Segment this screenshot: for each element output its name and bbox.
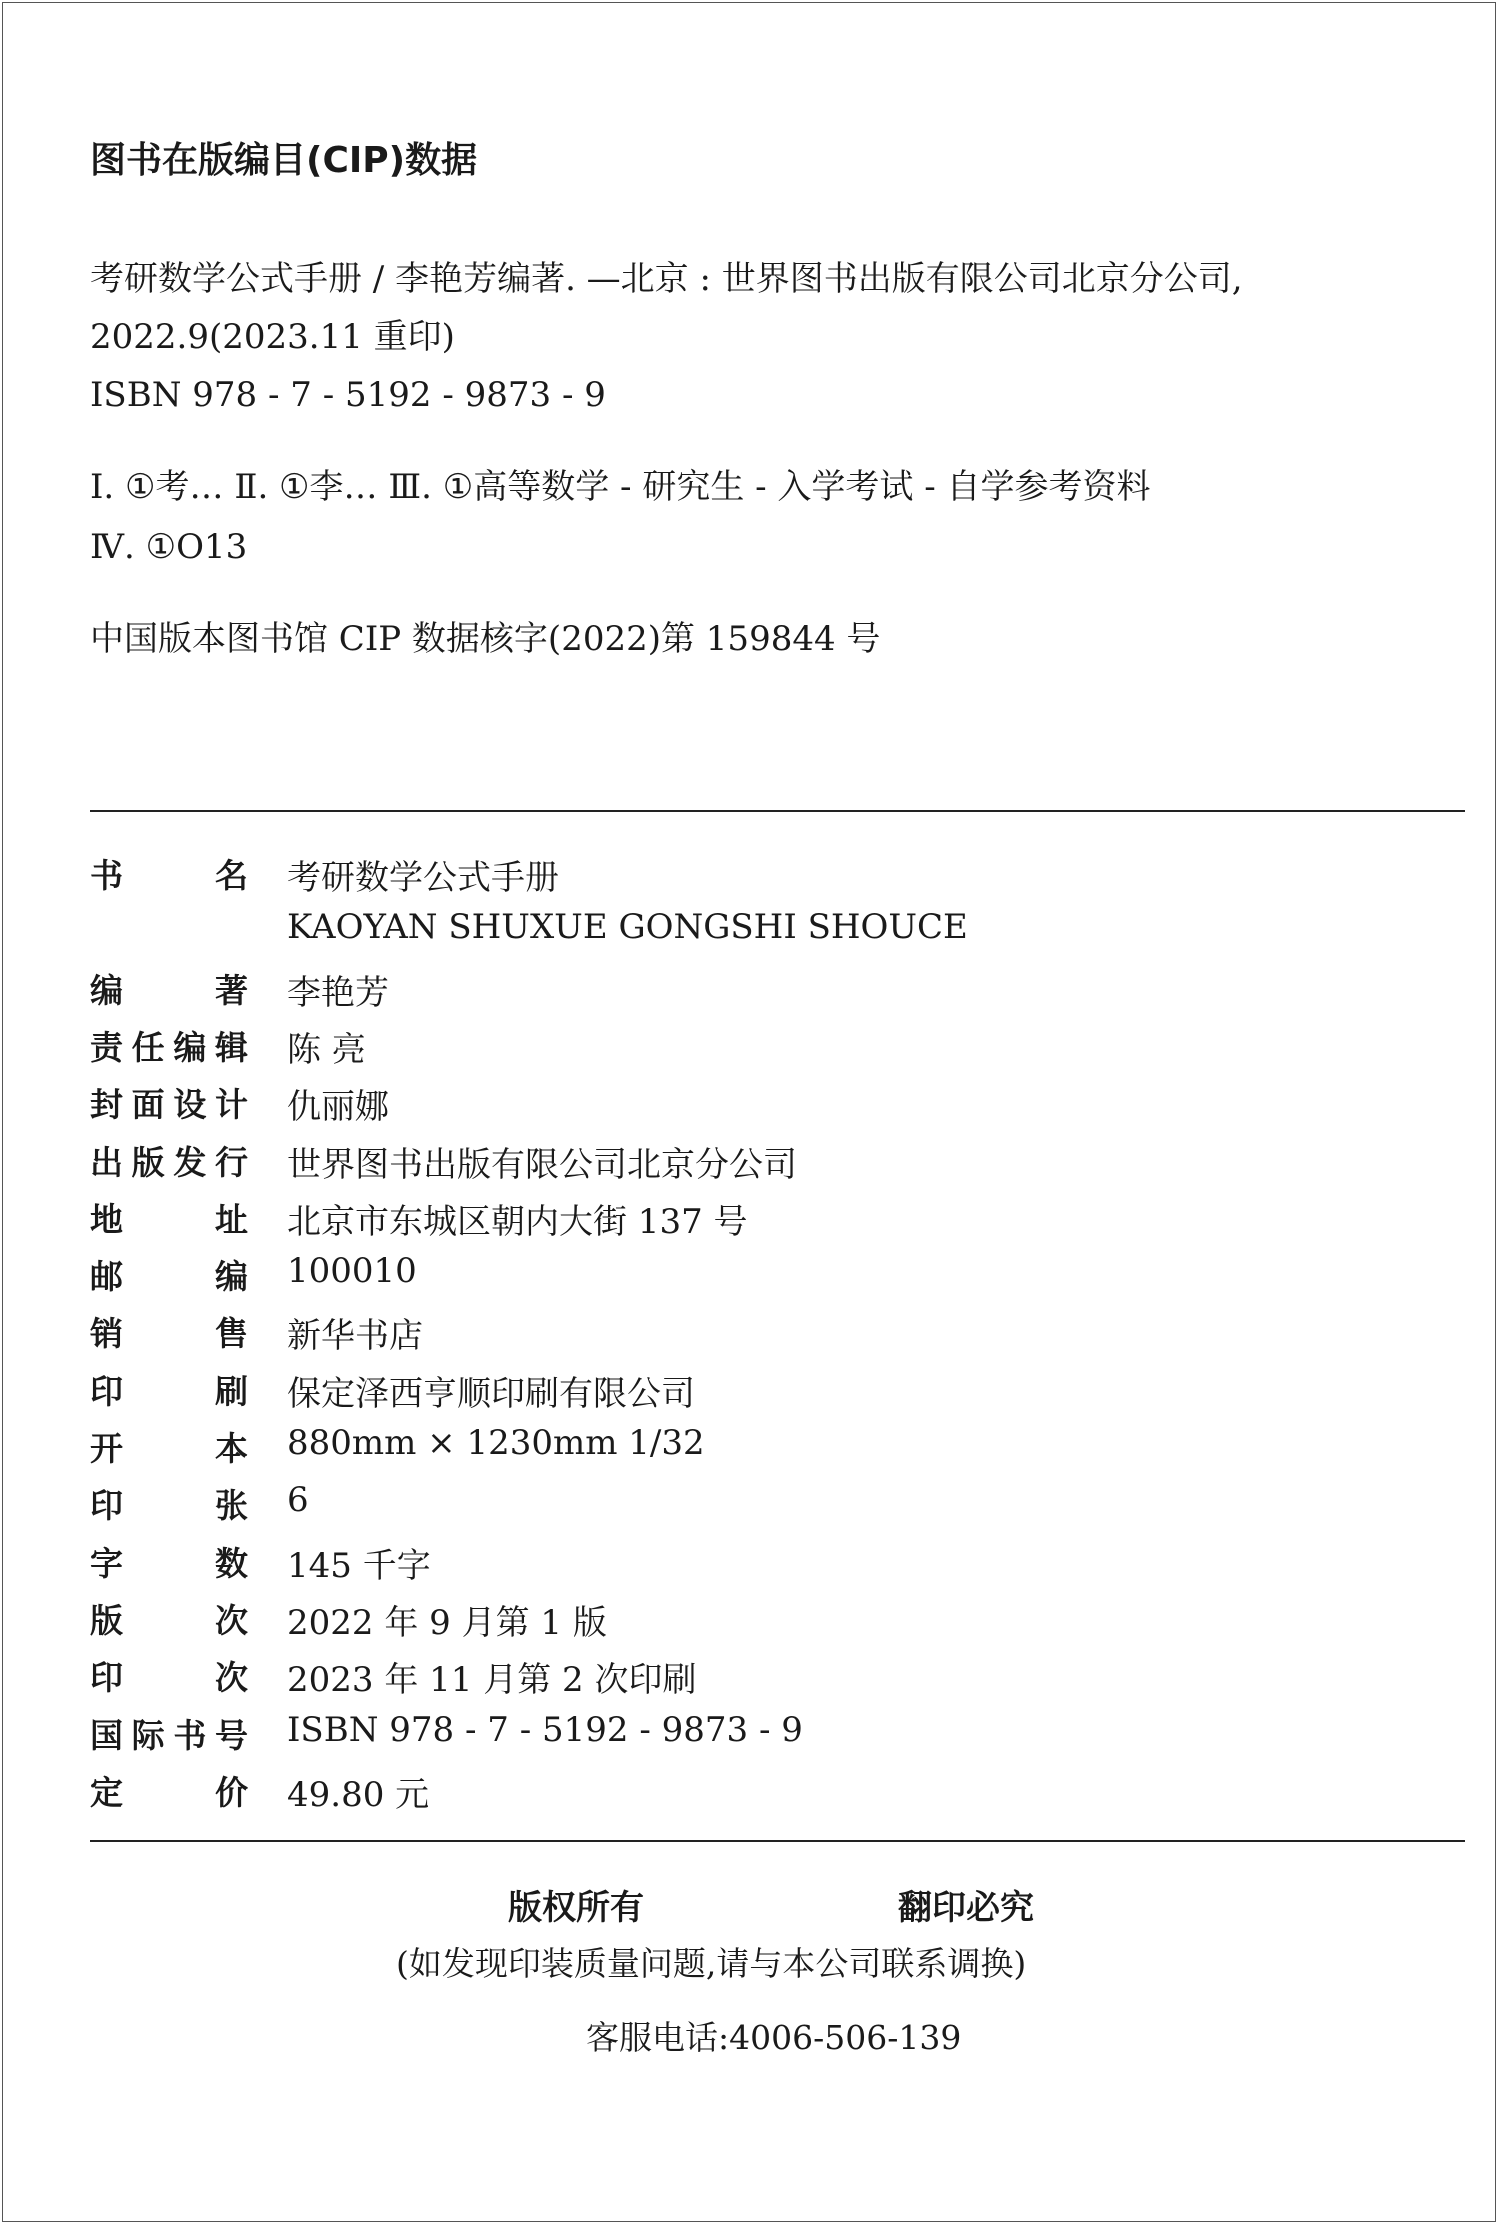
detail-value: 145 千字: [287, 1546, 431, 1586]
detail-value: 保定泽西亨顺印刷有限公司: [287, 1374, 695, 1414]
detail-label: 国际书号: [90, 1716, 248, 1755]
detail-value: ISBN 978 - 7 - 5192 - 9873 - 9: [287, 1710, 803, 1750]
detail-label: 开本: [90, 1429, 248, 1468]
detail-value: 2022 年 9 月第 1 版: [287, 1603, 607, 1643]
detail-label: 字数: [90, 1544, 248, 1583]
detail-value: 陈 亮: [287, 1030, 366, 1070]
detail-value: 考研数学公式手册: [287, 858, 559, 898]
detail-label: 地址: [90, 1200, 248, 1239]
customer-hotline: 客服电话:4006-506-139: [586, 2018, 962, 2057]
detail-value: 100010: [287, 1251, 417, 1291]
cip-line-1: 考研数学公式手册 / 李艳芳编著. —北京 : 世界图书出版有限公司北京分公司,: [90, 259, 1243, 299]
cip-line-6: 中国版本图书馆 CIP 数据核字(2022)第 159844 号: [90, 619, 881, 659]
detail-value: 仇丽娜: [287, 1087, 389, 1127]
cip-line-2: 2022.9(2023.11 重印): [90, 317, 455, 357]
detail-label: 印刷: [90, 1372, 248, 1411]
bottom-divider: [90, 1840, 1465, 1842]
detail-label: 销售: [90, 1314, 248, 1353]
detail-value: 新华书店: [287, 1316, 423, 1356]
detail-value: 6: [287, 1480, 309, 1520]
detail-value: KAOYAN SHUXUE GONGSHI SHOUCE: [287, 907, 968, 947]
copyright-label: 版权所有: [508, 1888, 644, 1928]
detail-label: 印次: [90, 1658, 248, 1697]
cip-line-4: Ⅰ. ①考… Ⅱ. ①李… Ⅲ. ①高等数学 - 研究生 - 入学考试 - 自学参考资料: [90, 467, 1151, 507]
detail-value: 李艳芳: [287, 973, 389, 1013]
detail-value: 世界图书出版有限公司北京分公司: [287, 1145, 797, 1185]
cip-line-3: ISBN 978 - 7 - 5192 - 9873 - 9: [90, 375, 606, 415]
detail-value: 880mm × 1230mm 1/32: [287, 1423, 705, 1463]
detail-label: 书名: [90, 856, 248, 895]
detail-label: 封面设计: [90, 1085, 248, 1124]
piracy-label: 翻印必究: [898, 1888, 1034, 1928]
detail-value: 49.80 元: [287, 1775, 430, 1815]
detail-label: 邮编: [90, 1257, 248, 1296]
top-divider: [90, 810, 1465, 812]
detail-label: 编著: [90, 971, 248, 1010]
cip-line-5: Ⅳ. ①O13: [90, 527, 248, 567]
replacement-notice: (如发现印装质量问题,请与本公司联系调换): [396, 1944, 1027, 1983]
detail-label: 版次: [90, 1601, 248, 1640]
detail-label: 责任编辑: [90, 1028, 248, 1067]
detail-label: 定价: [90, 1773, 248, 1812]
detail-label: 出版发行: [90, 1143, 248, 1182]
detail-value: 2023 年 11 月第 2 次印刷: [287, 1660, 697, 1700]
detail-value: 北京市东城区朝内大街 137 号: [287, 1202, 748, 1242]
cip-title: 图书在版编目(CIP)数据: [90, 140, 478, 181]
detail-label: 印张: [90, 1486, 248, 1525]
